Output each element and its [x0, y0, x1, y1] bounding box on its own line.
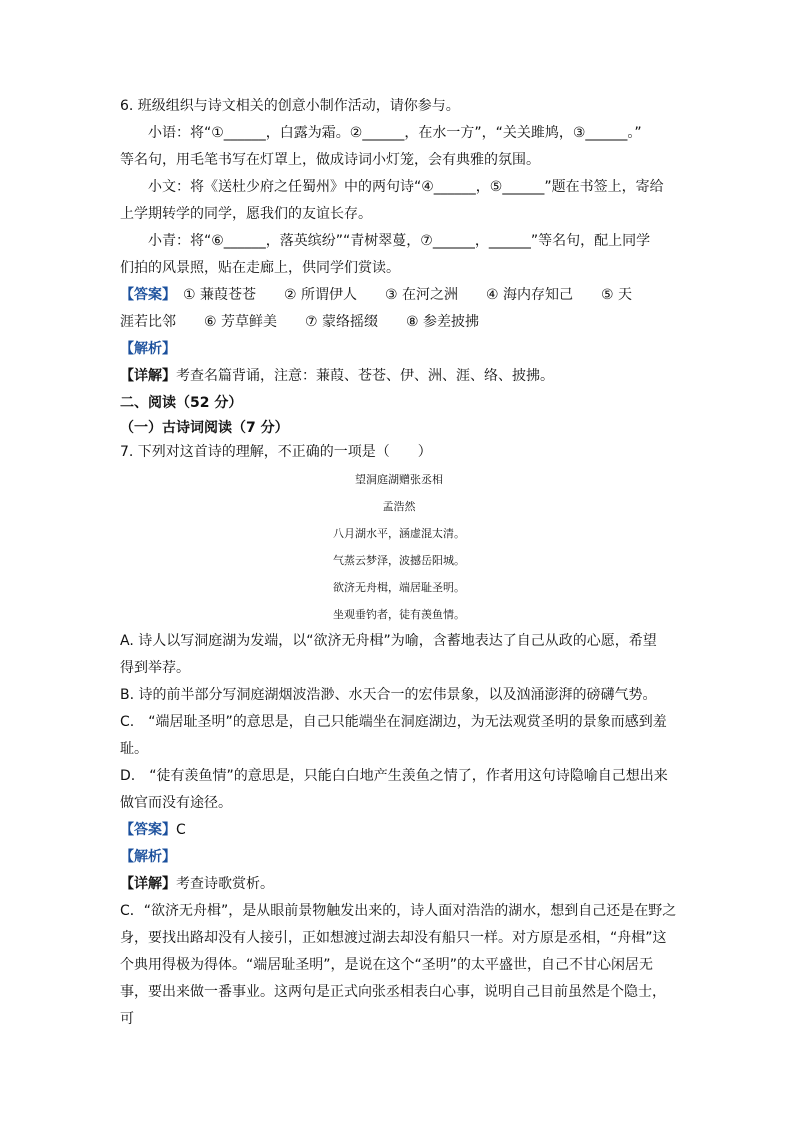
option-a-line1: A. 诗人以写洞庭湖为发端，以“欲济无舟楫”为喻，含蓄地表达了自己从政的心愿，希望: [120, 633, 657, 649]
q7-explain-line4: 事，要出来做一番事业。这两句是正式向张丞相表白心事，说明自己目前虽然是个隐士，可: [120, 984, 666, 1027]
q6-xiaoqing-line1: 小青：将“⑥______，落英缤纷”“青树翠蔓，⑦______，______”等名句，配上同学: [148, 233, 651, 249]
q7-explain-line2: 身，要找出路却没有人接引，正如想渡过湖去却没有船只一样。对方原是丞相，“舟楫”这: [120, 930, 667, 946]
q7-analysis-label: 【解析】: [120, 849, 176, 865]
section-2-title: 二、阅读（52 分）: [120, 395, 243, 411]
q7-title: 7. 下列对这首诗的理解，不正确的一项是（ ）: [120, 444, 432, 460]
poem-line-1: 八月湖水平，涵虚混太清。: [333, 527, 465, 540]
detail-label: 【详解】: [120, 368, 176, 384]
q6-title: 6. 班级组织与诗文相关的创意小制作活动，请你参与。: [120, 98, 460, 114]
q6-xiaoyu-line1: 小语：将“①______，白露为霜。②______，在水一方”，“关关雎鸠，③______。”: [148, 125, 642, 141]
option-c-line2: 耻。: [120, 741, 148, 757]
q6-xiaowen-line1: 小文：将《送杜少府之任蜀州》中的两句诗“④______，⑤______”题在书签上，寄给: [148, 179, 664, 195]
option-d-line2: 做官而没有途径。: [120, 795, 232, 811]
answer-text: ① 蒹葭苍苍 ② 所谓伊人 ③ 在河之洲 ④ 海内存知己 ⑤ 天: [169, 287, 633, 303]
document-content: [120, 93, 678, 1033]
poem-author: 孟浩然: [382, 500, 416, 513]
q6-xiaowen-line2: 上学期转学的同学，愿我们的友谊长存。: [120, 206, 372, 222]
poem-title: 望洞庭湖赠张丞相: [355, 473, 443, 486]
poem-line-4: 坐观垂钓者，徒有羡鱼情。: [333, 608, 465, 621]
q6-xiaoyu-line2: 等名句，用毛笔书写在灯罩上，做成诗词小灯笼，会有典雅的氛围。: [120, 152, 540, 168]
option-a-line2: 得到举荐。: [120, 660, 190, 676]
detail-text: 考查名篇背诵，注意：蒹葭、苍苍、伊、洲、涯、络、披拂。: [176, 368, 554, 384]
option-c-line1: C. “端居耻圣明”的意思是，自己只能端坐在洞庭湖边，为无法观赏圣明的景象而感到羞: [120, 714, 667, 730]
q6-xiaoqing-line2: 们拍的风景照，贴在走廊上，供同学们赏读。: [120, 260, 400, 276]
q7-answer: [120, 817, 678, 844]
detail-text: 考查诗歌赏析。: [176, 876, 274, 892]
section-2-subtitle: （一）古诗词阅读（7 分）: [120, 420, 289, 436]
q6-answer: [120, 282, 678, 309]
q7-explain-line3: 个典用得极为得体。“端居耻圣明”，是说在这个“圣明”的太平盛世，自己不甘心闲居无: [120, 957, 654, 973]
option-b: B. 诗的前半部分写洞庭湖烟波浩渺、水天合一的宏伟景象，以及汹涌澎湃的磅礴气势。: [120, 687, 657, 703]
answer-label: 【答案】: [120, 287, 169, 303]
detail-label: 【详解】: [120, 876, 176, 892]
q6-answer-cont: 涯若比邻 ⑥ 芳草鲜美 ⑦ 蒙络摇缀 ⑧ 参差披拂: [120, 314, 480, 330]
q7-explain-line1: C．“欲济无舟楫”，是从眼前景物触发出来的，诗人面对浩浩的湖水，想到自己还是在野之: [120, 903, 677, 919]
poem-line-2: 气蒸云梦泽，波撼岳阳城。: [333, 554, 465, 567]
poem-line-3: 欲济无舟楫，端居耻圣明。: [333, 581, 465, 594]
q6-detail: [120, 363, 678, 390]
q7-detail: [120, 871, 678, 898]
option-d-line1: D. “徒有羡鱼情”的意思是，只能白白地产生羡鱼之情了，作者用这句诗隐喻自己想出来: [120, 768, 668, 784]
q6-analysis-label: 【解析】: [120, 341, 176, 357]
answer-label: 【答案】: [120, 822, 176, 838]
answer-text: C: [176, 822, 186, 838]
